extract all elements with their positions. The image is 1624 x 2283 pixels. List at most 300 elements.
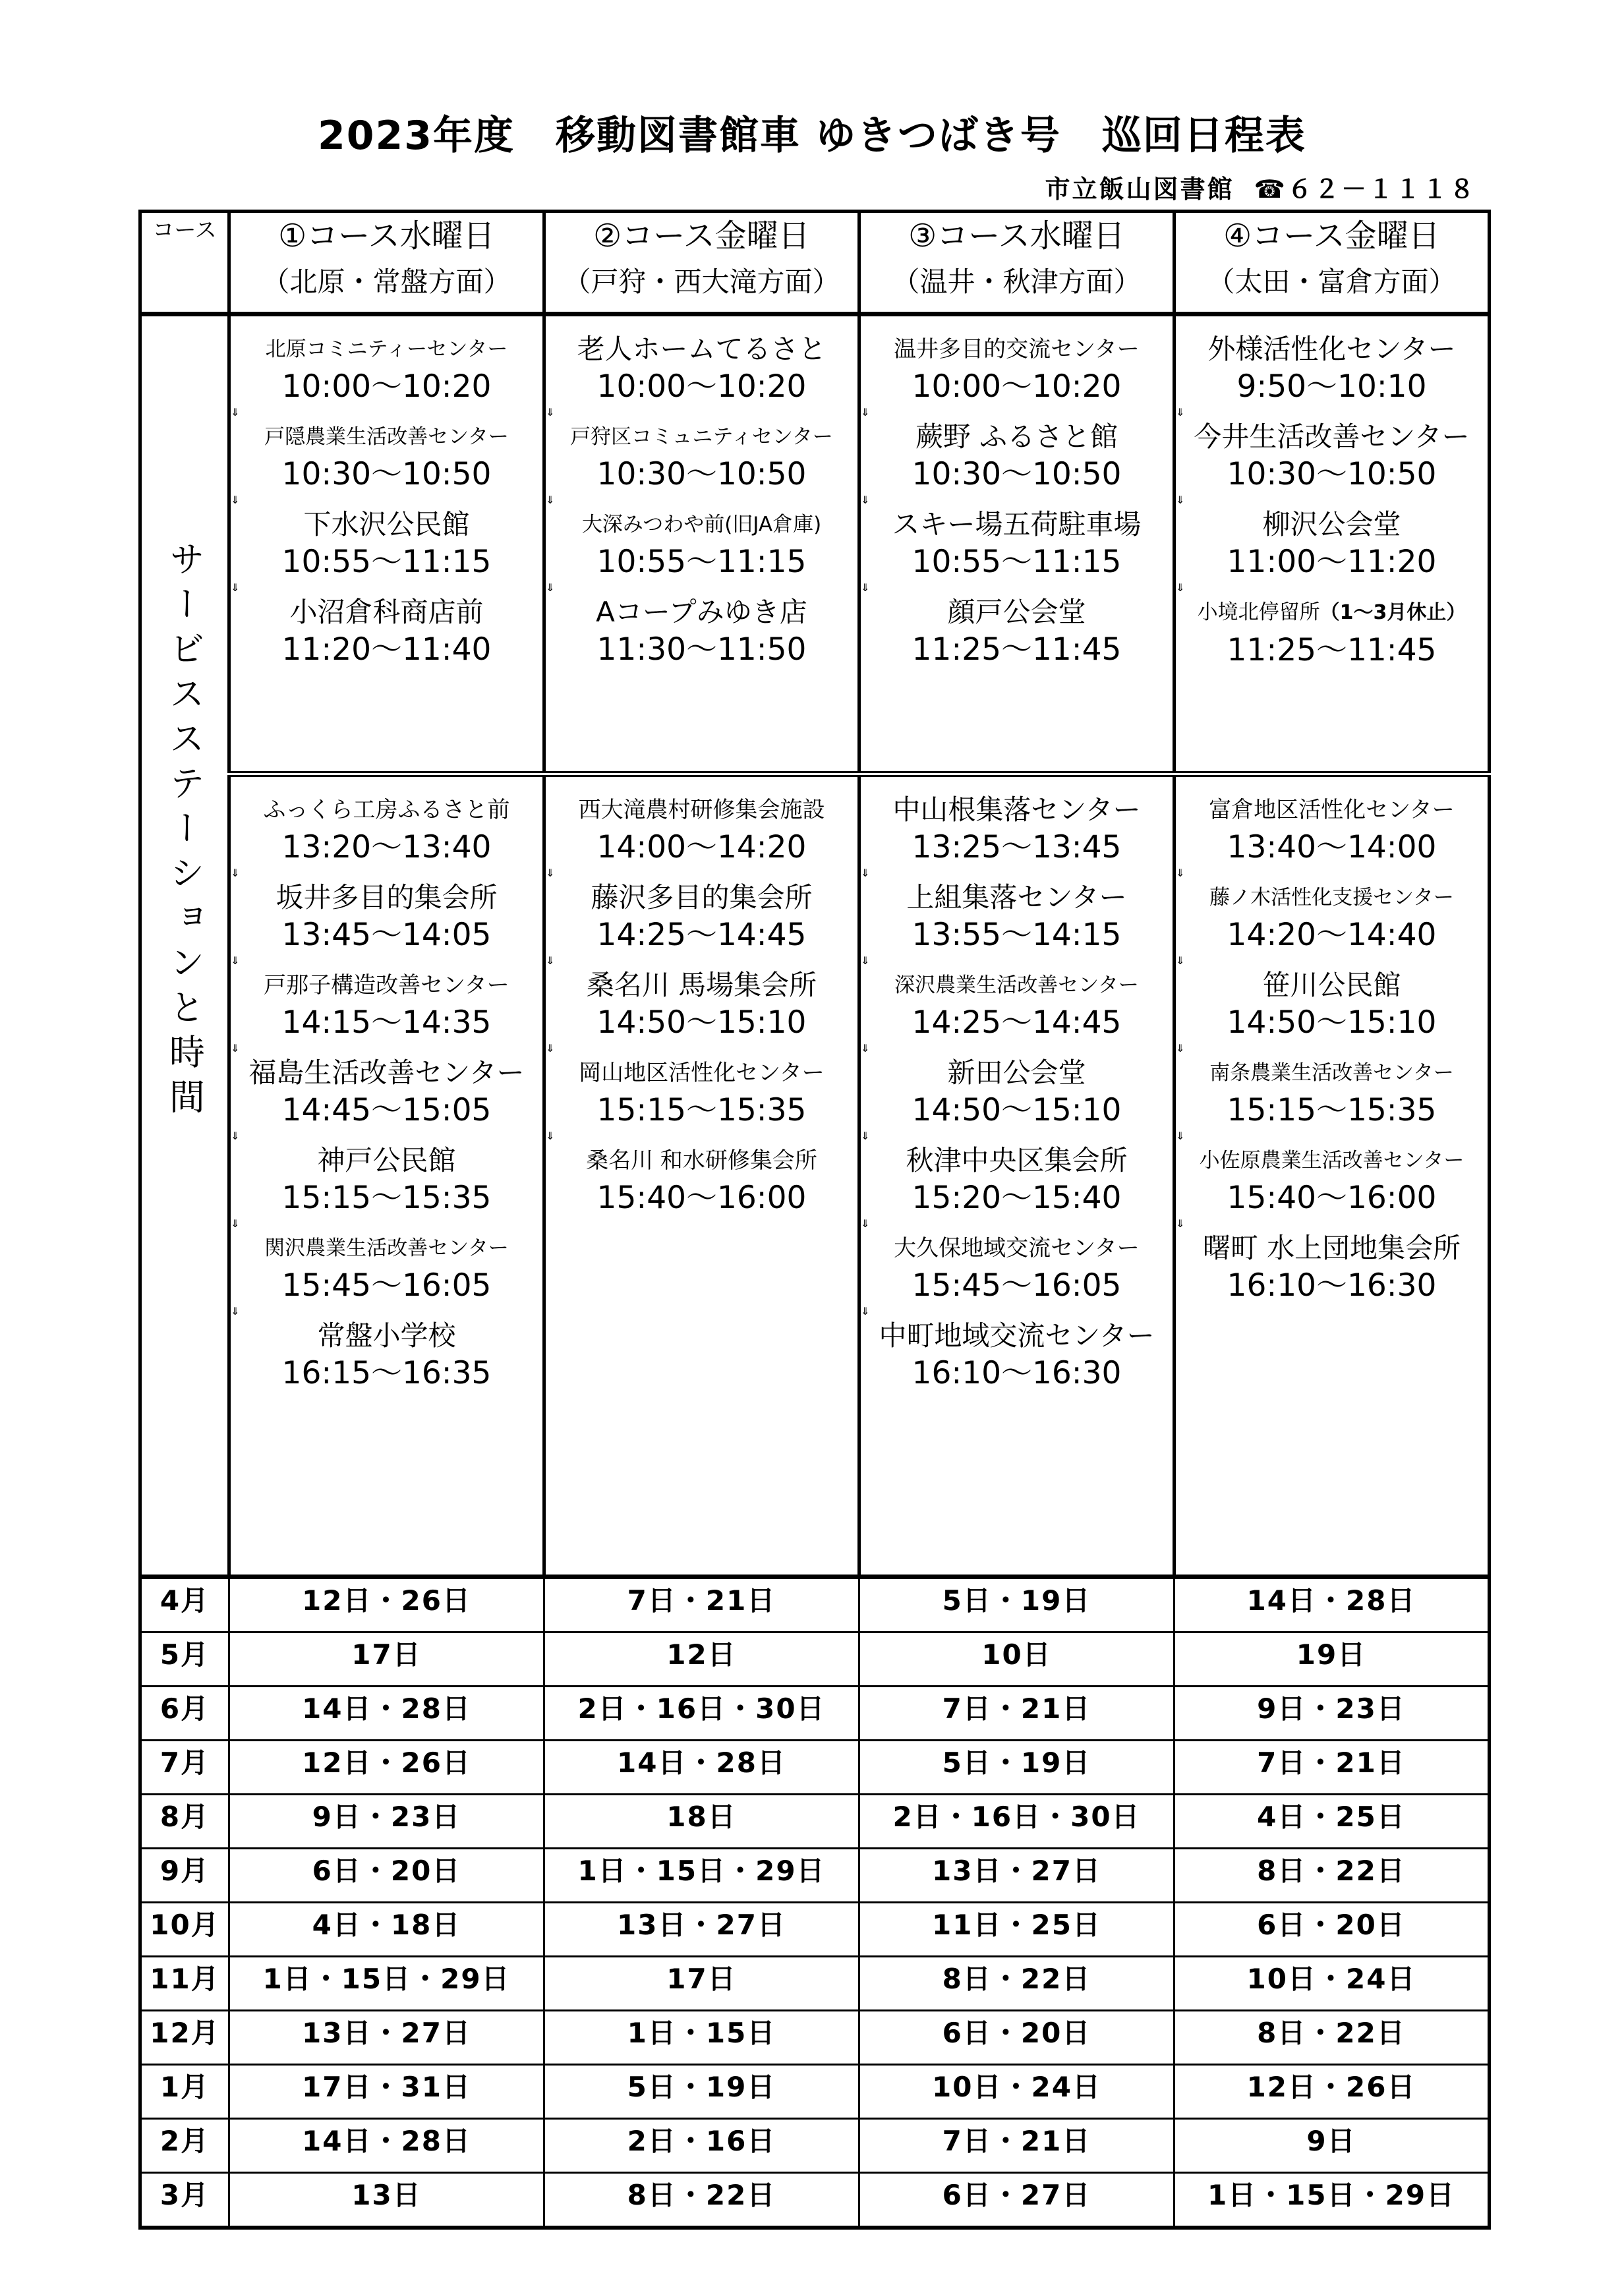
station-stop [1176,1230,1488,1305]
station-stop [231,1230,542,1305]
station-name-text: Aコープみゆき店 [596,596,807,628]
station-name-text: 桑名川 馬場集会所 [586,969,817,1001]
month-label: 8月 [140,1795,229,1849]
station-name-text: 笹川公民館 [1262,969,1401,1001]
station-time: 11:25～11:45 [912,631,1122,668]
course-header-1 [229,212,544,314]
station-name-text: 大深みつわや前(旧JA倉庫) [581,513,822,536]
station-time: 15:40～16:00 [1227,1180,1437,1216]
down-arrow-icon: ⇓ [231,1217,240,1230]
station-name [861,331,1173,368]
visit-dates: 12日・26日 [229,1741,544,1795]
station-stop [231,331,542,406]
afternoon-course-4 [1174,774,1490,1577]
down-arrow-icon: ⇓ [861,1305,870,1317]
down-arrow-icon: ⇓ [231,494,240,506]
afternoon-course-2 [544,774,859,1577]
station-name-text: 戸狩区コミュニティセンター [570,425,833,449]
station-name [861,419,1173,455]
station-name [1176,331,1488,368]
visit-dates: 4日・25日 [1174,1795,1490,1849]
visit-dates: 1日・15日・29日 [1174,2173,1490,2228]
station-name-text: 富倉地区活性化センター [1209,797,1455,823]
station-name [231,419,542,455]
header-row [140,212,1490,314]
station-stop [861,419,1173,494]
station-time: 14:50～15:10 [596,1004,807,1041]
down-arrow-icon: ⇓ [546,494,555,506]
visit-dates: 9日・23日 [229,1795,544,1849]
month-row [140,1741,1490,1795]
month-row [140,1577,1490,1633]
visit-dates: 6日・20日 [229,1849,544,1903]
visit-dates: 9日 [1174,2119,1490,2173]
station-name-text: 神戸公民館 [317,1144,456,1176]
visit-dates: 6日・27日 [859,2173,1174,2228]
month-row [140,1633,1490,1687]
station-stop [546,1055,857,1130]
month-row [140,2065,1490,2119]
morning-stations-row [140,314,1490,774]
down-arrow-icon: ⇓ [231,406,240,419]
down-arrow-icon: ⇓ [231,954,240,967]
down-arrow-icon: ⇓ [1176,581,1185,594]
station-name [1176,419,1488,455]
station-name-text: 小佐原農業生活改善センター [1199,1149,1464,1172]
station-name-text: 中山根集落センター [892,794,1141,826]
down-arrow-icon: ⇓ [861,1042,870,1055]
month-label: 2月 [140,2119,229,2173]
station-time: 14:00～14:20 [596,829,807,865]
station-time: 10:30～10:50 [1227,456,1437,492]
station-name-text: 戸那子構造改善センター [264,972,509,998]
course-name: ④コース金曜日 [1223,217,1440,254]
station-name-text: 外様活性化センター [1207,333,1456,365]
station-stop [231,967,542,1042]
station-stop [546,594,857,669]
station-name [1176,1230,1488,1267]
month-row [140,1903,1490,1957]
down-arrow-icon: ⇓ [861,954,870,967]
down-arrow-icon: ⇓ [546,1130,555,1142]
visit-dates: 8日・22日 [544,2173,859,2228]
station-name-text: 下水沢公民館 [303,508,470,540]
visit-dates: 14日・28日 [544,1741,859,1795]
station-time: 13:40～14:00 [1227,829,1437,865]
visit-dates: 5日・19日 [544,2065,859,2119]
down-arrow-icon: ⇓ [231,1042,240,1055]
station-name [546,1142,857,1179]
station-name [231,879,542,916]
down-arrow-icon: ⇓ [231,1130,240,1142]
station-name-text: 坂井多目的集会所 [276,881,498,913]
down-arrow-icon: ⇓ [861,494,870,506]
month-label: 7月 [140,1741,229,1795]
month-label: 10月 [140,1903,229,1957]
down-arrow-icon: ⇓ [231,867,240,879]
station-stop [1176,506,1488,581]
station-time: 11:30～11:50 [596,631,807,668]
station-name [231,506,542,543]
visit-dates: 14日・28日 [1174,1577,1490,1633]
station-stop [861,331,1173,406]
station-time: 10:30～10:50 [912,456,1122,492]
visit-dates: 6日・20日 [859,2011,1174,2065]
station-name-text: 曙町 水上団地集会所 [1202,1232,1461,1264]
visit-dates: 11日・25日 [859,1903,1174,1957]
visit-dates: 1日・15日・29日 [229,1957,544,2011]
visit-dates: 2日・16日・30日 [859,1795,1174,1849]
station-time: 10:55～11:15 [281,544,492,580]
visit-dates: 8日・22日 [859,1957,1174,2011]
station-name-text: 柳沢公会堂 [1262,508,1401,540]
morning-course-4 [1174,314,1490,774]
station-time: 16:10～16:30 [1227,1267,1437,1304]
station-name [231,594,542,631]
station-time: 14:50～15:10 [912,1092,1122,1128]
month-label: 6月 [140,1687,229,1741]
afternoon-course-3 [859,774,1174,1577]
morning-course-2 [544,314,859,774]
station-time: 11:00～11:20 [1227,544,1437,580]
station-label-cell [140,314,229,1577]
station-name [861,1230,1173,1267]
month-label: 5月 [140,1633,229,1687]
station-time: 10:00～10:20 [281,368,492,405]
station-stop [231,594,542,669]
station-stop [861,879,1173,954]
afternoon-stations-row [140,774,1490,1577]
library-name: 市立飯山図書館 [1045,175,1234,204]
down-arrow-icon: ⇓ [546,954,555,967]
visit-dates: 19日 [1174,1633,1490,1687]
station-time: 16:15～16:35 [281,1355,492,1391]
station-time: 13:45～14:05 [281,917,492,953]
station-name-text: 今井生活改善センター [1194,420,1470,453]
station-time: 15:45～16:05 [912,1267,1122,1304]
station-name-text: 上組集落センター [906,881,1127,913]
visit-dates: 1日・15日 [544,2011,859,2065]
course-header-4 [1174,212,1490,314]
visit-dates: 7日・21日 [859,2119,1174,2173]
visit-dates: 8日・22日 [1174,2011,1490,2065]
visit-dates: 10日・24日 [1174,1957,1490,2011]
visit-dates: 13日・27日 [544,1903,859,1957]
month-row [140,1849,1490,1903]
down-arrow-icon: ⇓ [1176,867,1185,879]
station-name-text: 南条農業生活改善センター [1209,1061,1454,1085]
station-time: 16:10～16:30 [912,1355,1122,1391]
station-label: サービスステーションと時間 [163,540,206,1123]
station-time: 10:30～10:50 [596,456,807,492]
visit-dates: 13日 [229,2173,544,2228]
station-time: 11:20～11:40 [281,631,492,668]
down-arrow-icon: ⇓ [231,581,240,594]
station-stop [546,506,857,581]
visit-dates: 17日・31日 [229,2065,544,2119]
station-name [231,967,542,1004]
course-name: ②コース金曜日 [593,217,810,254]
visit-dates: 6日・20日 [1174,1903,1490,1957]
station-stop [861,1055,1173,1130]
visit-dates: 14日・28日 [229,1687,544,1741]
station-stop [546,331,857,406]
station-name-text: 関沢農業生活改善センター [264,1236,509,1260]
station-time: 14:25～14:45 [596,917,807,953]
visit-dates: 7日・21日 [1174,1741,1490,1795]
station-name-text: 戸隠農業生活改善センター [264,425,509,449]
station-name [861,1317,1173,1354]
station-stop [1176,594,1488,670]
visit-dates: 14日・28日 [229,2119,544,2173]
station-name-text: 蕨野 ふるさと館 [915,420,1118,453]
down-arrow-icon: ⇓ [861,1130,870,1142]
station-name [231,1142,542,1179]
station-name-text: 藤沢多目的集会所 [591,881,813,913]
station-time: 9:50～10:10 [1236,368,1427,405]
station-stop [1176,1142,1488,1217]
down-arrow-icon: ⇓ [231,1305,240,1317]
station-name-text: 中町地域交流センター [879,1319,1155,1352]
down-arrow-icon: ⇓ [1176,1130,1185,1142]
month-label: 3月 [140,2173,229,2228]
station-stop [231,879,542,954]
station-stop [231,506,542,581]
station-time: 13:25～13:45 [912,829,1122,865]
station-stop [231,1055,542,1130]
station-name-text: 西大滝農村研修集会施設 [578,797,825,823]
visit-dates: 2日・16日・30日 [544,1687,859,1741]
station-time: 15:40～16:00 [596,1180,807,1216]
station-time: 10:55～11:15 [912,544,1122,580]
station-time: 10:55～11:15 [596,544,807,580]
station-stop [861,792,1173,867]
month-row [140,1687,1490,1741]
course-corner-label: コース [140,212,229,314]
station-note: （1～3月休止） [1320,601,1466,624]
station-stop [546,879,857,954]
visit-dates: 7日・21日 [544,1577,859,1633]
visit-dates: 10日・24日 [859,2065,1174,2119]
station-name [546,419,857,455]
month-row [140,1795,1490,1849]
month-row [140,2173,1490,2228]
visit-dates: 7日・21日 [859,1687,1174,1741]
station-name [861,594,1173,631]
visit-dates: 5日・19日 [859,1741,1174,1795]
schedule-table [138,210,1491,2230]
station-name [1176,1055,1488,1091]
station-name-text: 老人ホームてるさと [577,333,826,365]
month-label: 11月 [140,1957,229,2011]
course-area: （北原・常盤方面） [262,266,511,298]
down-arrow-icon: ⇓ [861,1217,870,1230]
station-name [231,1230,542,1267]
station-time: 15:15～15:35 [281,1180,492,1216]
station-name-text: 小沼倉科商店前 [289,596,484,628]
down-arrow-icon: ⇓ [1176,406,1185,419]
station-stop [1176,792,1488,867]
station-name [1176,879,1488,916]
morning-course-1 [229,314,544,774]
visit-dates: 9日・23日 [1174,1687,1490,1741]
station-name [1176,594,1488,631]
visit-dates: 5日・19日 [859,1577,1174,1633]
station-stop [861,594,1173,669]
visit-dates: 10日 [859,1633,1174,1687]
station-name-text: 深沢農業生活改善センター [894,973,1139,997]
station-name [861,967,1173,1004]
station-name-text: 桑名川 和水研修集会所 [586,1147,817,1174]
visit-dates: 12日・26日 [229,1577,544,1633]
station-stop [231,792,542,867]
station-time: 14:25～14:45 [912,1004,1122,1041]
month-row [140,1957,1490,2011]
station-stop [861,1142,1173,1217]
month-label: 9月 [140,1849,229,1903]
station-time: 13:55～14:15 [912,917,1122,953]
station-name [231,792,542,828]
station-name-text: 北原コミニティーセンター [265,337,508,361]
station-time: 14:50～15:10 [1227,1004,1437,1041]
down-arrow-icon: ⇓ [1176,1217,1185,1230]
station-name-text: 顔戸公会堂 [947,596,1086,628]
station-name [546,792,857,828]
station-name [861,792,1173,828]
down-arrow-icon: ⇓ [1176,1042,1185,1055]
station-name [1176,967,1488,1004]
station-stop [546,419,857,494]
course-area: （温井・秋津方面） [892,266,1142,298]
down-arrow-icon: ⇓ [546,581,555,594]
month-row [140,2011,1490,2065]
down-arrow-icon: ⇓ [861,581,870,594]
station-stop [861,1317,1173,1393]
station-stop [546,1142,857,1217]
station-stop [1176,1055,1488,1130]
down-arrow-icon: ⇓ [861,867,870,879]
station-name [231,1317,542,1354]
station-name-text: 大久保地域交流センター [894,1235,1140,1261]
down-arrow-icon: ⇓ [1176,954,1185,967]
station-name-text: 秋津中央区集会所 [906,1144,1128,1176]
course-name: ①コース水曜日 [278,217,495,254]
month-label: 1月 [140,2065,229,2119]
station-name [1176,792,1488,828]
library-phone: ☎６２－１１１８ [1254,175,1476,204]
station-name [1176,1142,1488,1179]
visit-dates: 17日 [229,1633,544,1687]
station-stop [231,419,542,494]
station-stop [1176,331,1488,406]
station-name-text: スキー場五荷駐車場 [892,508,1142,540]
station-name [861,879,1173,916]
station-stop [861,1230,1173,1305]
station-name-text: 新田公会堂 [947,1056,1086,1089]
visit-dates: 12日 [544,1633,859,1687]
station-time: 13:20～13:40 [281,829,492,865]
page-title: 2023年度 移動図書館車 ゆきつばき号 巡回日程表 [318,113,1306,159]
course-area: （太田・富倉方面） [1207,266,1457,298]
station-time: 10:00～10:20 [596,368,807,405]
visit-dates: 1日・15日・29日 [544,1849,859,1903]
visit-dates: 12日・26日 [1174,2065,1490,2119]
course-header-2 [544,212,859,314]
station-name [546,506,857,543]
course-name: ③コース水曜日 [908,217,1125,254]
station-name-text: ふっくら工房ふるさと前 [263,797,510,823]
month-label: 4月 [140,1577,229,1633]
visit-dates: 8日・22日 [1174,1849,1490,1903]
station-name-text: 小境北停留所 [1197,600,1320,624]
station-time: 15:15～15:35 [596,1092,807,1128]
down-arrow-icon: ⇓ [546,1042,555,1055]
station-time: 11:25～11:45 [1227,632,1437,668]
visit-dates: 18日 [544,1795,859,1849]
station-name-text: 藤ノ木活性化支援センター [1209,886,1454,910]
station-time: 15:45～16:05 [281,1267,492,1304]
station-name [546,594,857,631]
station-time: 14:45～15:05 [281,1092,492,1128]
visit-dates: 2日・16日 [544,2119,859,2173]
station-name [231,331,542,368]
station-name [861,506,1173,543]
station-time: 10:30～10:50 [281,456,492,492]
station-time: 10:00～10:20 [912,368,1122,405]
station-stop [1176,967,1488,1042]
station-name [231,1055,542,1091]
course-header-3 [859,212,1174,314]
station-name [546,879,857,916]
station-name [546,967,857,1004]
down-arrow-icon: ⇓ [546,867,555,879]
down-arrow-icon: ⇓ [861,406,870,419]
station-stop [231,1317,542,1393]
month-row [140,2119,1490,2173]
station-stop [546,792,857,867]
station-name [1176,506,1488,543]
station-name [546,1055,857,1091]
station-name-text: 岡山地区活性化センター [579,1060,825,1086]
station-stop [861,967,1173,1042]
station-name [861,1055,1173,1091]
station-name [861,1142,1173,1179]
visit-dates: 17日 [544,1957,859,2011]
station-name-text: 温井多目的交流センター [894,336,1140,362]
station-stop [861,506,1173,581]
station-stop [231,1142,542,1217]
station-name [546,331,857,368]
station-name-text: 福島生活改善センター [248,1056,525,1089]
station-stop [1176,879,1488,954]
afternoon-course-1 [229,774,544,1577]
station-time: 14:15～14:35 [281,1004,492,1041]
morning-course-3 [859,314,1174,774]
station-time: 15:20～15:40 [912,1180,1122,1216]
station-stop [546,967,857,1042]
station-stop [1176,419,1488,494]
station-name-text: 常盤小学校 [317,1319,456,1352]
station-time: 15:15～15:35 [1227,1092,1437,1128]
visit-dates: 13日・27日 [859,1849,1174,1903]
down-arrow-icon: ⇓ [546,406,555,419]
visit-dates: 4日・18日 [229,1903,544,1957]
visit-dates: 13日・27日 [229,2011,544,2065]
course-area: （戸狩・西大滝方面） [563,266,840,298]
down-arrow-icon: ⇓ [1176,494,1185,506]
library-info [1028,169,1476,205]
station-time: 14:20～14:40 [1227,917,1437,953]
